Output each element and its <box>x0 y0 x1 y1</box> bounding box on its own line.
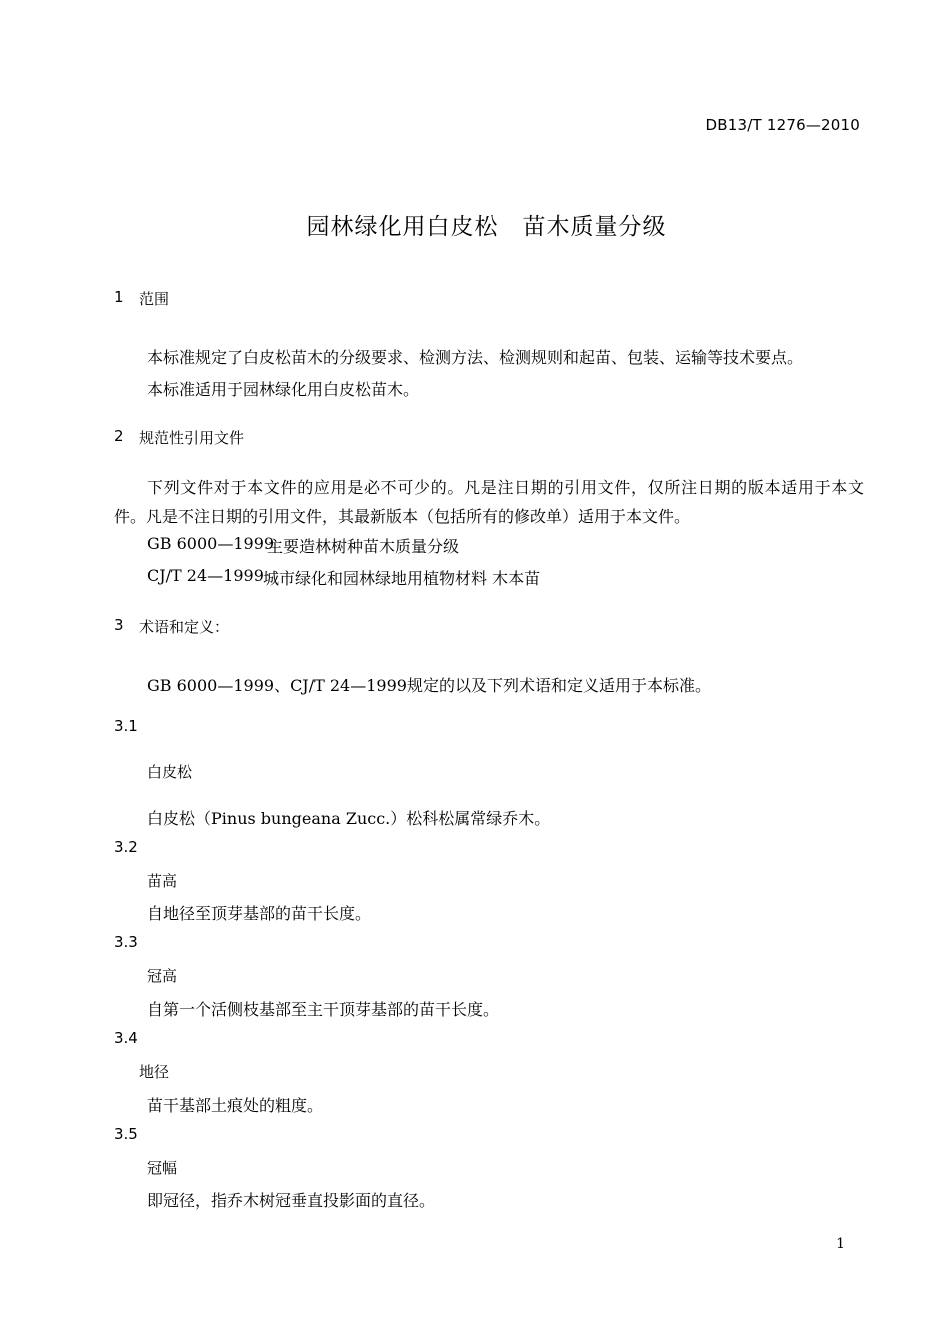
section-1-paragraph-1: 本标准规定了白皮松苗木的分级要求、检测方法、检测规则和起苗、包装、运输等技术要点。 <box>147 348 804 367</box>
term-2-name: 苗高 <box>147 872 178 890</box>
document-number: DB13/T 1276—2010 <box>705 116 860 134</box>
term-1-name: 白皮松 <box>147 763 193 781</box>
section-2-title: 规范性引用文件 <box>139 429 245 447</box>
term-5-definition: 即冠径，指乔木树冠垂直投影面的直径。 <box>147 1191 436 1210</box>
term-2-definition: 自地径至顶芽基部的苗干长度。 <box>147 904 372 923</box>
reference-2-code: CJ/T 24—1999 <box>147 566 264 585</box>
section-1-title: 范围 <box>139 290 170 308</box>
term-4-number: 3.4 <box>114 1029 138 1047</box>
document-title: 园林绿化用白皮松 苗木质量分级 <box>306 214 667 240</box>
term-3-number: 3.3 <box>114 933 138 951</box>
reference-1-name: 主要造林树种苗木质量分级 <box>267 537 460 556</box>
section-2-number: 2 <box>114 427 124 445</box>
section-3-number: 3 <box>114 616 124 634</box>
term-3-definition: 自第一个活侧枝基部至主干顶芽基部的苗干长度。 <box>147 1000 500 1019</box>
section-3-intro: GB 6000—1999、CJ/T 24—1999规定的以及下列术语和定义适用于本标准。 <box>147 676 711 695</box>
term-4-name: 地径 <box>139 1063 170 1081</box>
term-1-definition: 白皮松（Pinus bungeana Zucc.）松科松属常绿乔木。 <box>147 809 551 828</box>
term-4-definition: 苗干基部土痕处的粗度。 <box>147 1096 324 1115</box>
term-2-number: 3.2 <box>114 838 138 856</box>
term-5-name: 冠幅 <box>147 1159 178 1177</box>
section-2-intro: 下列文件对于本文件的应用是必不可少的。凡是注日期的引用文件，仅所注日期的版本适用于本文件。凡是不注日期的引用文件，其最新版本（包括所有的修改单）适用于本文件。 <box>114 478 864 526</box>
reference-2-name: 城市绿化和园林绿地用植物材料 木本苗 <box>263 569 541 588</box>
term-3-name: 冠高 <box>147 967 178 985</box>
section-1-number: 1 <box>114 288 124 306</box>
page-number: 1 <box>836 1236 845 1252</box>
term-5-number: 3.5 <box>114 1125 138 1143</box>
reference-1-code: GB 6000—1999 <box>147 534 275 553</box>
term-1-number: 3.1 <box>114 717 138 735</box>
section-3-title: 术语和定义： <box>139 618 230 636</box>
section-1-paragraph-2: 本标准适用于园林绿化用白皮松苗木。 <box>147 380 420 399</box>
